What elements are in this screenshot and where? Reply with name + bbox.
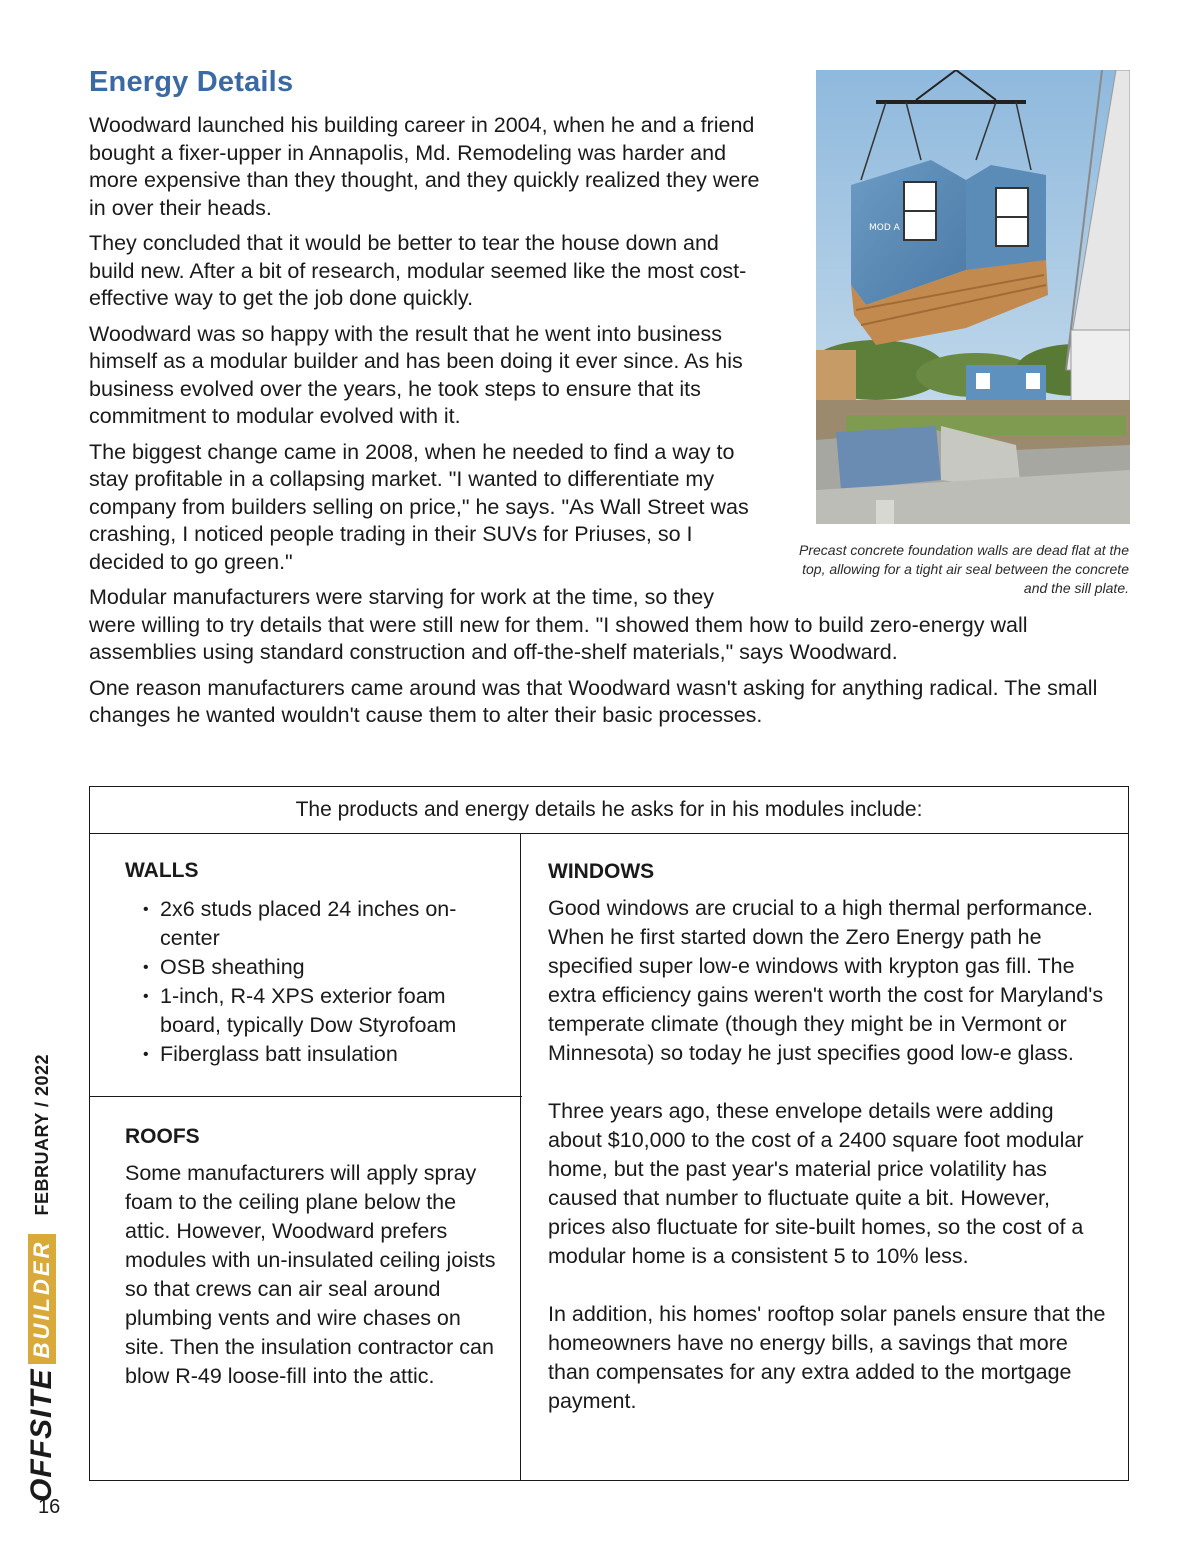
article-paragraph: Woodward launched his building career in 2004, when he and a friend bought a fixer-upper in Annapolis, Md. Remodeling was harder and more expensive than they thought, and they quickly realized they were in over their heads. bbox=[89, 113, 760, 220]
figure-caption: Precast concrete foundation walls are dead flat at the top, allowing for a tight air seal between the concrete and the sill plate. bbox=[799, 542, 1129, 596]
windows-paragraph: Three years ago, these envelope details were adding about $10,000 to the cost of a 2400 square foot modular home, but the past year's material price volatility has caused that number to fluctuate quite a bit. However, prices also fluctuate for site-built homes, so the cost of a modular home is a consistent 5 to 10% less. bbox=[548, 1099, 1084, 1268]
article-paragraph: They concluded that it would be better to tear the house down and build new. After a bit of research, modular seemed like the most cost-effective way to get the job done quickly. bbox=[89, 231, 747, 310]
walls-list bbox=[125, 895, 505, 1069]
issue-date: FEBRUARY / 2022 bbox=[31, 1053, 52, 1216]
section-heading: Energy Details bbox=[89, 66, 294, 98]
brand-name-offsite: OFFSITE bbox=[25, 1368, 58, 1502]
module-label: MOD A bbox=[869, 223, 900, 233]
article-paragraph: One reason manufacturers came around was that Woodward wasn't asking for anything radical. The small changes he wanted wouldn't cause them to alter their basic processes. bbox=[89, 675, 1098, 727]
walls-title: WALLS bbox=[125, 859, 199, 882]
modular-home-crane-photo bbox=[816, 70, 1130, 524]
construction-photo bbox=[816, 70, 1130, 524]
roofs-title: ROOFS bbox=[125, 1125, 200, 1148]
list-item: • 2x6 studs placed 24 inches on-center bbox=[125, 895, 505, 953]
walls-section bbox=[125, 859, 505, 1069]
list-item: • Fiberglass batt insulation bbox=[125, 1040, 505, 1069]
energy-details-box bbox=[89, 786, 1129, 1481]
article-paragraph: Woodward was so happy with the result that he went into business himself as a modular builder and has been doing it ever since. As his business evolved over the years, he took steps to ensure that its commitment to modular evolved with it. bbox=[89, 321, 743, 428]
roofs-section bbox=[125, 1125, 505, 1391]
box-header: The products and energy details he asks for in his modules include: bbox=[90, 787, 1128, 834]
publication-sidebar bbox=[22, 1053, 62, 1510]
article-paragraph: Modular manufacturers were starving for work at the time, so they were willing to try details that were still new for them. "I showed them how to build zero-energy wall assemblies using standard construction and off-the-shelf materials," says Woodward. bbox=[89, 585, 1028, 664]
list-item: • OSB sheathing bbox=[125, 953, 505, 982]
windows-section bbox=[548, 860, 1108, 1416]
roofs-text: Some manufacturers will apply spray foam to the ceiling plane below the attic. However, Woodward prefers modules with un-insulated ceiling joists so that crews can air seal around plumbing vents and wire chases on site. Then the insulation contractor can blow R-49 loose-fill into the attic. bbox=[125, 1161, 496, 1388]
row-divider bbox=[90, 1096, 522, 1097]
windows-paragraph: In addition, his homes' rooftop solar panels ensure that the homeowners have no energy bills, a savings that more than compensates for any extra added to the mortgage payment. bbox=[548, 1302, 1106, 1413]
page-number: 16 bbox=[38, 1496, 61, 1518]
list-item: • 1-inch, R-4 XPS exterior foam board, typically Dow Styrofoam bbox=[125, 982, 505, 1040]
brand-name-builder: BUILDER bbox=[28, 1234, 56, 1365]
article-paragraph: The biggest change came in 2008, when he needed to find a way to stay profitable in a collapsing market. "I wanted to differentiate my company from builders selling on price," he says. "As Wall Street was crashing, I noticed people trading in their SUVs for Priuses, so I decided to go green." bbox=[89, 439, 749, 574]
windows-paragraph: Good windows are crucial to a high thermal performance. When he first started down the Zero Energy path he specified super low-e windows with krypton gas fill. The extra efficiency gains weren't worth the cost for Maryland's temperate climate (though they might be in Vermont or Minnesota) so today he just specifies good low-e glass. bbox=[548, 896, 1104, 1065]
column-divider bbox=[520, 834, 521, 1480]
windows-title: WINDOWS bbox=[548, 860, 655, 883]
